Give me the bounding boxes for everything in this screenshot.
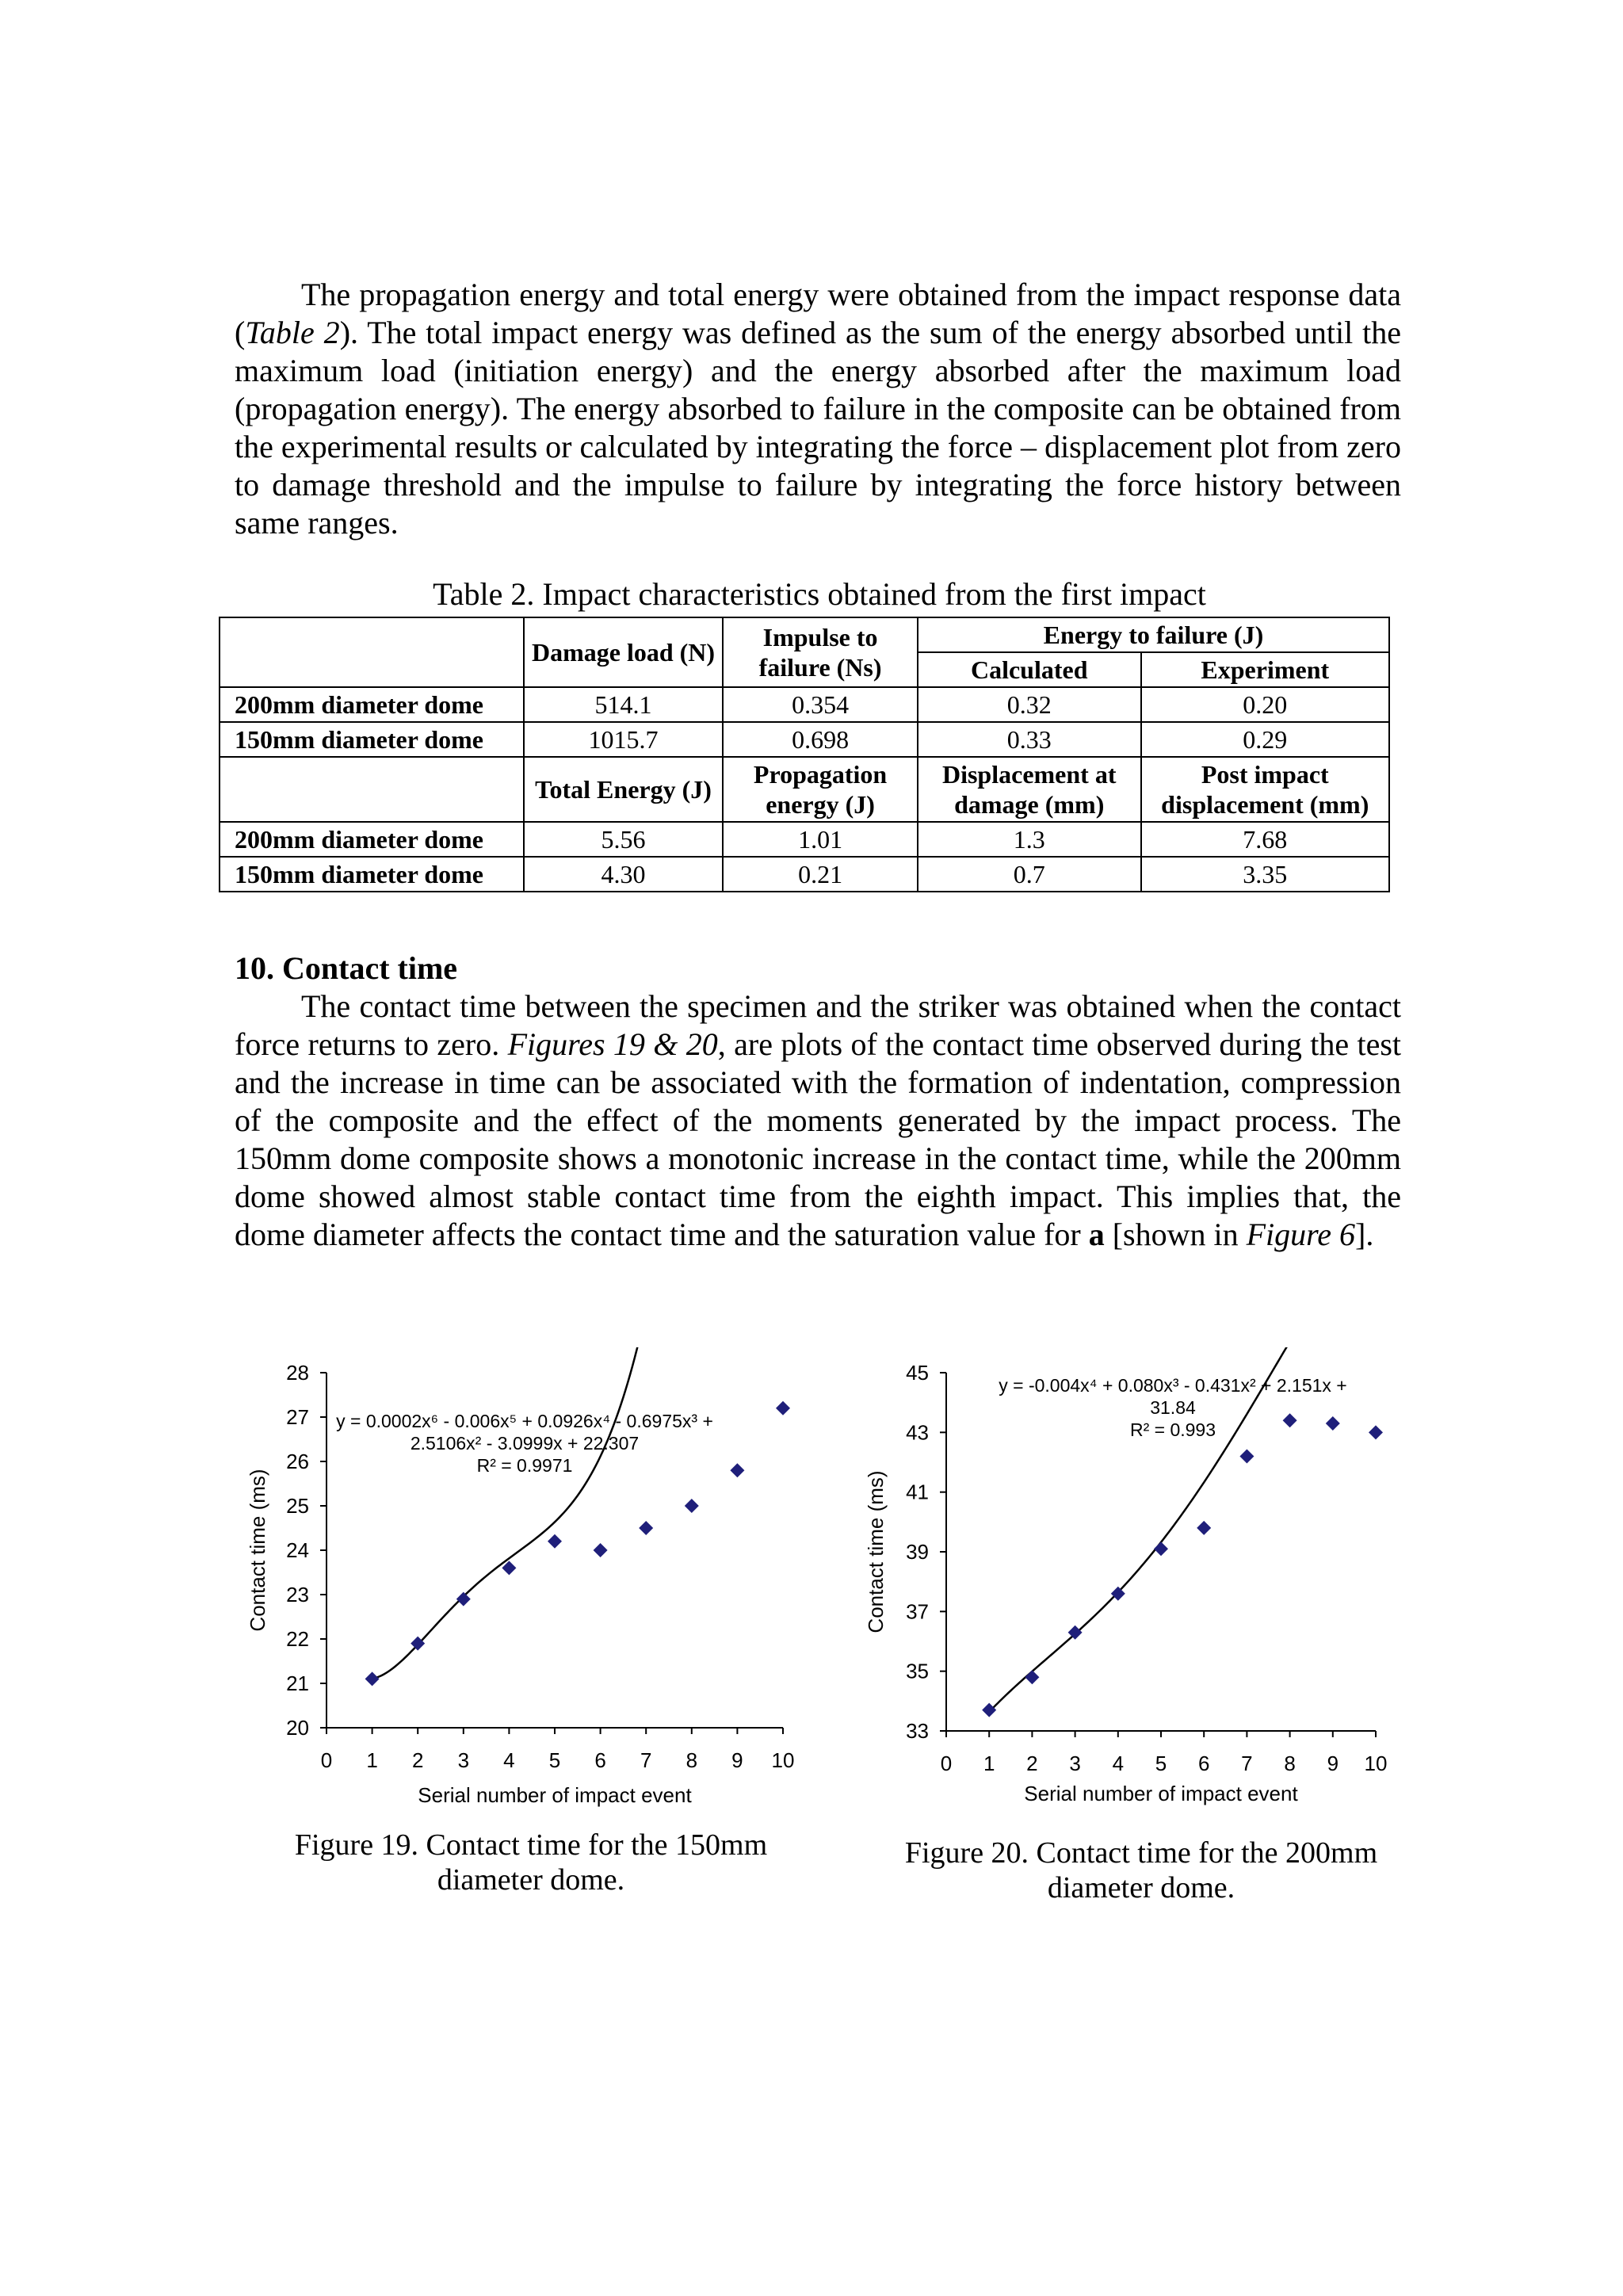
header-energy-to-failure: Energy to failure (J) [918, 617, 1389, 652]
x-tick-label: 1 [366, 1748, 378, 1772]
y-tick-label: 20 [286, 1716, 309, 1740]
table-cell: 0.33 [918, 722, 1141, 757]
section-heading: 10. Contact time [235, 950, 458, 986]
figure-reference: Figures 19 & 20 [507, 1026, 718, 1062]
table-caption: Table 2. Impact characteristics obtained from the first impact [433, 576, 1206, 612]
table-header-row [220, 617, 1389, 652]
x-tick-label: 8 [685, 1748, 698, 1772]
row-label: 150mm diameter dome [220, 722, 524, 757]
table-reference: Table 2 [245, 315, 340, 350]
impact-characteristics-table [219, 617, 1390, 892]
y-tick-label: 22 [286, 1627, 309, 1651]
y-tick-label: 24 [286, 1538, 309, 1562]
figure-20-caption: Figure 20. Contact time for the 200mm diameter dome. [904, 1836, 1378, 1904]
bold-symbol: a [1088, 1217, 1105, 1252]
y-tick-label: 35 [906, 1659, 929, 1683]
trendline [372, 1347, 783, 1679]
table-cell: 514.1 [524, 687, 723, 722]
y-tick-label: 23 [286, 1583, 309, 1606]
data-point [776, 1401, 790, 1415]
text-run: [shown in [1104, 1217, 1247, 1252]
data-point [594, 1543, 608, 1557]
text-run: ]. [1355, 1217, 1374, 1252]
x-tick-label: 6 [1197, 1752, 1210, 1775]
y-tick-label: 43 [906, 1420, 929, 1445]
x-tick-label: 7 [640, 1748, 652, 1772]
table-cell: 0.20 [1141, 687, 1389, 722]
x-tick-label: 1 [983, 1752, 995, 1775]
table-cell: 1.01 [723, 822, 918, 857]
x-axis-label: Serial number of impact event [418, 1783, 692, 1807]
x-tick-label: 9 [1327, 1752, 1339, 1775]
x-tick-label: 4 [1112, 1752, 1125, 1775]
data-point [1025, 1670, 1039, 1684]
x-tick-label: 9 [731, 1748, 743, 1772]
header-propagation-energy: Propagation energy (J) [723, 757, 918, 822]
x-tick-label: 5 [1155, 1752, 1167, 1775]
x-tick-label: 2 [411, 1748, 424, 1772]
figure-reference: Figure 6 [1246, 1217, 1355, 1252]
row-label: 200mm diameter dome [220, 687, 524, 722]
table-cell: 0.21 [723, 857, 918, 892]
trendline-equation: 2.5106x² - 3.0999x + 22.307 [410, 1433, 640, 1454]
y-axis-label: Contact time (ms) [246, 1469, 269, 1632]
chart-figure-20 [857, 1347, 1417, 1815]
x-tick-label: 10 [771, 1748, 795, 1772]
y-tick-label: 45 [906, 1361, 929, 1385]
table-row [220, 857, 1389, 892]
data-point [639, 1521, 653, 1535]
table-row [220, 822, 1389, 857]
table-cell: 0.7 [918, 857, 1141, 892]
x-tick-label: 6 [594, 1748, 606, 1772]
table-cell: 5.56 [524, 822, 723, 857]
data-point [982, 1703, 996, 1717]
x-tick-label: 0 [320, 1748, 333, 1772]
trendline-equation: 31.84 [1150, 1397, 1196, 1418]
y-tick-label: 21 [286, 1671, 309, 1695]
y-tick-label: 26 [286, 1450, 309, 1473]
y-tick-label: 33 [906, 1719, 929, 1743]
header-impulse: Impulse to failure (Ns) [723, 617, 918, 687]
trendline-equation: y = 0.0002x⁶ - 0.006x⁵ + 0.0926x⁴ - 0.6975x³ + [336, 1411, 713, 1431]
data-point [548, 1534, 562, 1549]
chart-figure-19 [235, 1347, 818, 1815]
x-tick-label: 0 [940, 1752, 953, 1775]
table-cell: 0.32 [918, 687, 1141, 722]
row-label: 200mm diameter dome [220, 822, 524, 857]
header-displacement: Displacement at damage (mm) [918, 757, 1141, 822]
data-point [1326, 1416, 1340, 1431]
x-tick-label: 4 [503, 1748, 515, 1772]
paragraph-energy [235, 276, 1401, 542]
data-point [365, 1671, 380, 1686]
text-run: , are plots of the contact time observed during the test and the increase in time can be associated with the formation of indentation, compression of the composite and the effect of the moments generated by the impact process. The 150mm dome composite shows a monotonic increase in the contact time, while the 200mm dome showed almost stable contact time from the eighth impact. This implies that, the dome diameter affects the contact time and the saturation value for [235, 1026, 1402, 1252]
table-row [220, 722, 1389, 757]
y-tick-label: 28 [286, 1361, 309, 1385]
header-calculated: Calculated [918, 652, 1141, 687]
header-total-energy: Total Energy (J) [524, 757, 723, 822]
x-tick-label: 2 [1026, 1752, 1038, 1775]
data-point [1239, 1449, 1254, 1463]
table-cell: 0.354 [723, 687, 918, 722]
header-damage-load: Damage load (N) [524, 617, 723, 687]
trendline-equation: y = -0.004x⁴ + 0.080x³ - 0.431x² + 2.151x + [999, 1375, 1347, 1396]
data-point [1369, 1425, 1383, 1439]
table-cell: 3.35 [1141, 857, 1389, 892]
y-tick-label: 37 [906, 1599, 929, 1624]
table-row [220, 687, 1389, 722]
x-tick-label: 7 [1241, 1752, 1253, 1775]
trendline-r-squared: R² = 0.993 [1129, 1419, 1216, 1440]
table-cell: 0.29 [1141, 722, 1389, 757]
text-run: The contact time between the specimen and the striker was obtained when the contact force returns to zero. [235, 988, 1401, 1062]
empty-header-cell [220, 617, 524, 687]
x-tick-label: 5 [548, 1748, 561, 1772]
text-run: ). The total impact energy was defined as the sum of the energy absorbed until the maximum load (initiation energy) and the energy absorbed after the maximum load (propagation energy). The energy absorbed to failure in the composite can be obtained from the experimental results or calculated by integrating the force – displacement plot from zero to damage threshold and the impulse to failure by integrating the force history between same ranges. [235, 315, 1401, 541]
y-axis-label: Contact time (ms) [864, 1470, 888, 1633]
trendline-r-squared: R² = 0.9971 [476, 1455, 573, 1476]
data-point [1283, 1413, 1297, 1427]
table-cell: 7.68 [1141, 822, 1389, 857]
x-tick-label: 3 [1069, 1752, 1081, 1775]
table-cell: 0.698 [723, 722, 918, 757]
y-tick-label: 41 [906, 1480, 929, 1504]
y-tick-label: 25 [286, 1494, 309, 1518]
text-run: The propagation energy and total energy were obtained from the impact response data ( [235, 277, 1401, 350]
table-cell: 4.30 [524, 857, 723, 892]
data-point [685, 1499, 699, 1513]
x-tick-label: 3 [457, 1748, 470, 1772]
data-point [730, 1463, 744, 1477]
header-experiment: Experiment [1141, 652, 1389, 687]
table-header-row [220, 757, 1389, 822]
header-post-impact-displacement: Post impact displacement (mm) [1141, 757, 1389, 822]
table-cell: 1015.7 [524, 722, 723, 757]
paragraph-contact-time [235, 988, 1401, 1254]
data-point [456, 1592, 471, 1606]
row-label: 150mm diameter dome [220, 857, 524, 892]
x-axis-label: Serial number of impact event [1024, 1782, 1298, 1805]
data-point [1197, 1521, 1211, 1535]
y-tick-label: 27 [286, 1405, 309, 1429]
table-cell: 1.3 [918, 822, 1141, 857]
figure-19-caption: Figure 19. Contact time for the 150mm diameter dome. [294, 1828, 768, 1897]
x-tick-label: 8 [1284, 1752, 1296, 1775]
y-tick-label: 39 [906, 1540, 929, 1564]
data-point [1154, 1541, 1168, 1556]
empty-header-cell [220, 757, 524, 822]
x-tick-label: 10 [1364, 1752, 1388, 1775]
